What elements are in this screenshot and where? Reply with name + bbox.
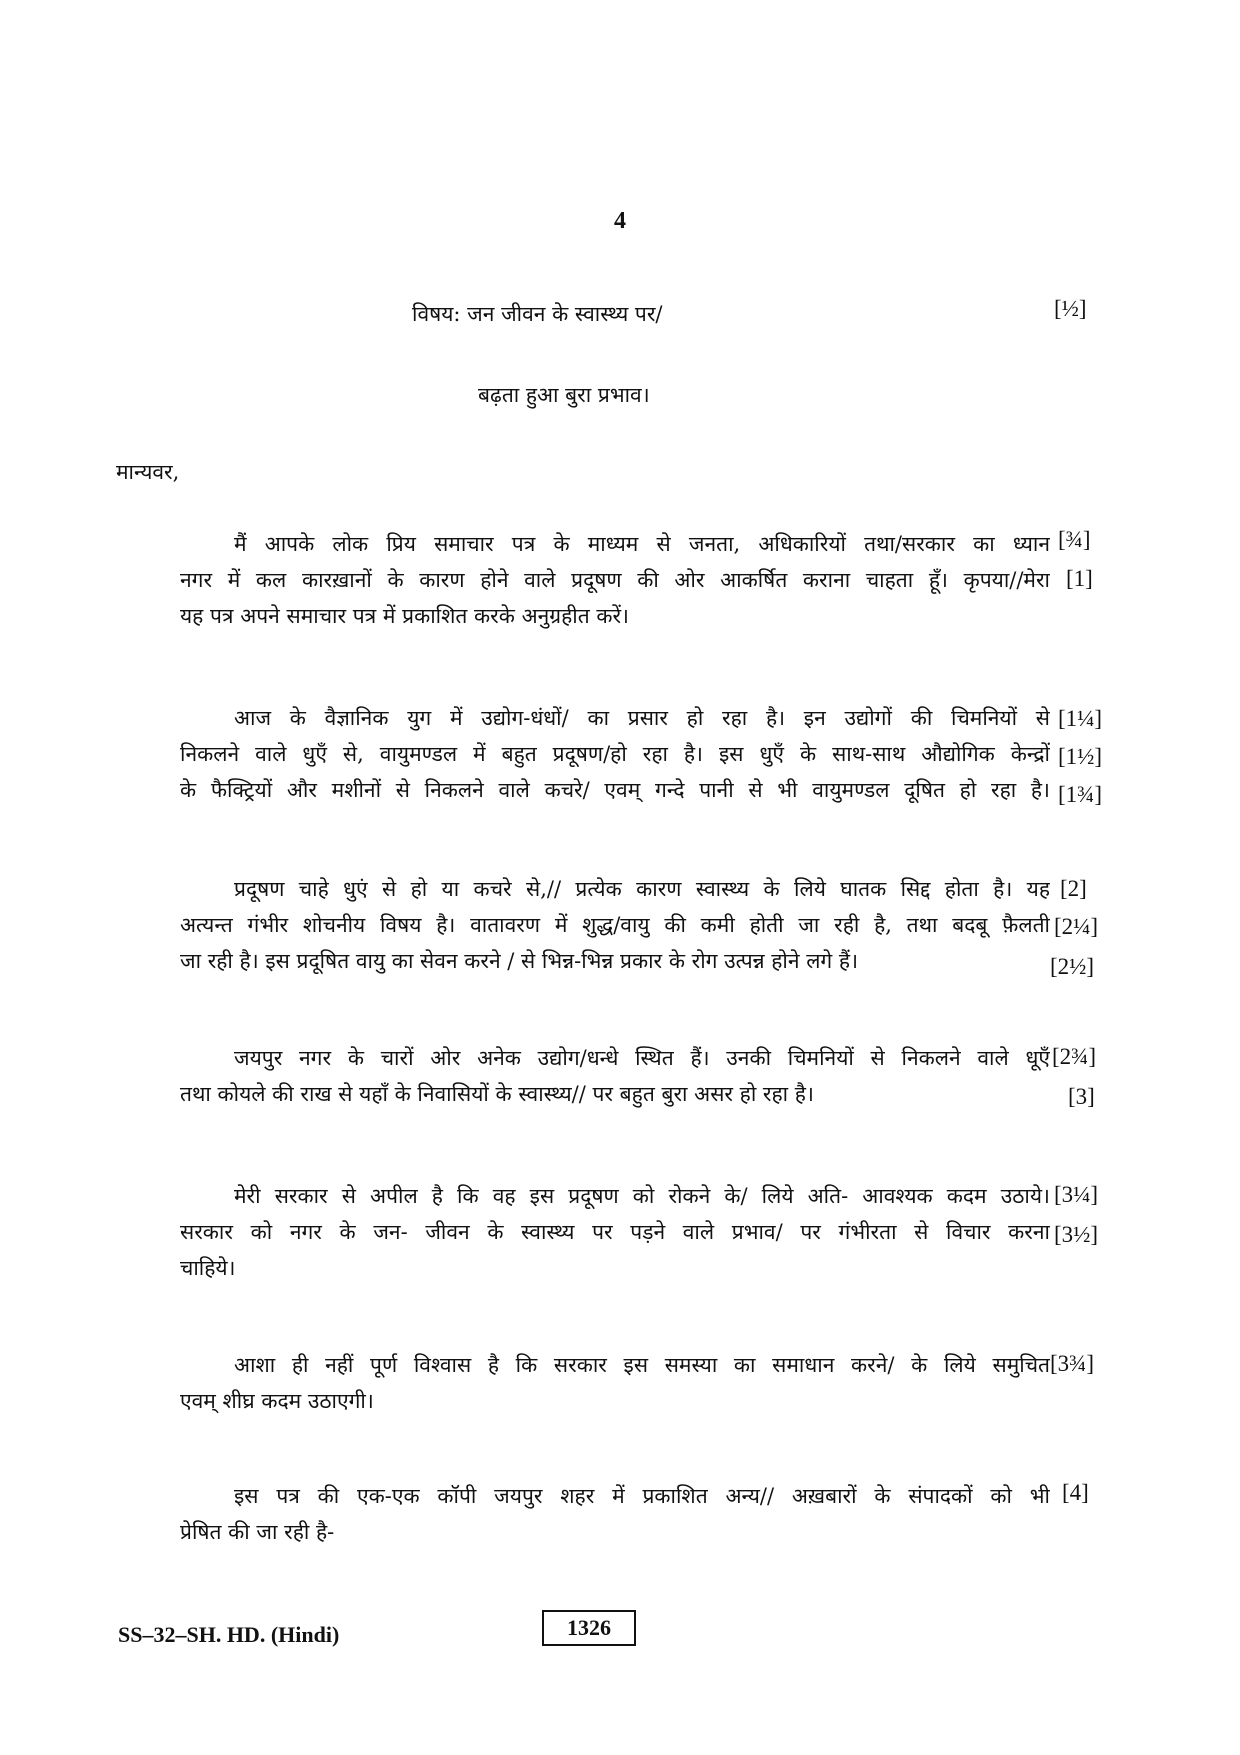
- paragraph-6: [180, 1347, 1050, 1419]
- paragraph-line: इस पत्र की एक-एक कॉपी जयपुर शहर में प्रकाशित अन्य// अख़बारों के संपादकों को भी: [234, 1484, 1050, 1508]
- mark-score: [2]: [1060, 876, 1087, 901]
- mark-score: [1¾]: [1058, 782, 1103, 807]
- paragraph-1: [180, 526, 1050, 634]
- paragraph-line: जा रही है। इस प्रदूषित वायु का सेवन करने / से भिन्न-भिन्न प्रकार के रोग उत्पन्न होने लगे हैं।: [180, 949, 859, 973]
- paragraph-line: आज के वैज्ञानिक युग में उद्योग-धंधों/ का प्रसार हो रहा है। इन उद्योगों की चिमनियों से: [234, 706, 1050, 730]
- mark-score: [3½]: [1054, 1222, 1099, 1247]
- paragraph-5: [180, 1178, 1050, 1286]
- mark-score: [3]: [1068, 1084, 1095, 1109]
- mark-score: [1¼]: [1058, 706, 1103, 731]
- footer-page-code: 1326: [542, 1610, 636, 1646]
- paragraph-line: चाहिये।: [180, 1256, 236, 1280]
- mark-score: [3¼]: [1054, 1182, 1099, 1207]
- mark-score: [1]: [1066, 566, 1093, 591]
- paragraph-3: [180, 871, 1050, 979]
- mark-score: [3¾]: [1050, 1351, 1095, 1376]
- page-number: 4: [614, 208, 626, 234]
- mark-score: [1½]: [1058, 744, 1103, 769]
- paragraph-line: सरकार को नगर के जन- जीवन के स्वास्थ्य पर पड़ने वाले प्रभाव/ पर गंभीरता से विचार करना: [180, 1220, 1050, 1244]
- subject-mark: [½]: [1054, 296, 1087, 321]
- subject-line: विषय: जन जीवन के स्वास्थ्य पर/: [412, 302, 663, 326]
- paragraph-line: मेरी सरकार से अपील है कि वह इस प्रदूषण को रोकने के/ लिये अति- आवश्यक कदम उठाये।: [234, 1184, 1050, 1208]
- mark-score: [2¾]: [1052, 1044, 1097, 1069]
- paragraph-line: के फैक्ट्रियों और मशीनों से निकलने वाले कचरे/ एवम् गन्दे पानी से भी वायुमण्डल दूषित हो रहा है।: [180, 778, 1050, 802]
- paragraph-line: मैं आपके लोक प्रिय समाचार पत्र के माध्यम से जनता, अधिकारियों तथा/सरकार का ध्यान: [234, 532, 1050, 556]
- paragraph-line: आशा ही नहीं पूर्ण विश्वास है कि सरकार इस समस्या का समाधान करने/ के लिये समुचित: [234, 1353, 1050, 1377]
- paragraph-line: प्रेषित की जा रही है-: [180, 1520, 335, 1544]
- salutation: मान्यवर,: [116, 460, 180, 484]
- paragraph-line: प्रदूषण चाहे धुएं से हो या कचरे से,// प्रत्येक कारण स्वास्थ्य के लिये घातक सिद्द होता है। यह: [234, 877, 1050, 901]
- paragraph-4: [180, 1040, 1050, 1112]
- paragraph-line: नगर में कल कारख़ानों के कारण होने वाले प्रदूषण की ओर आकर्षित कराना चाहता हूँ। कृपया//मेरा: [180, 568, 1050, 592]
- mark-score: [¾]: [1058, 527, 1091, 552]
- paragraph-line: निकलने वाले धुएँ से, वायुमण्डल में बहुत प्रदूषण/हो रहा है। इस धुएँ के साथ-साथ औद्योगिक केन्द्रों: [180, 742, 1050, 766]
- paragraph-line: तथा कोयले की राख से यहाँ के निवासियों के स्वास्थ्य// पर बहुत बुरा असर हो रहा है।: [180, 1082, 814, 1106]
- mark-score: [2¼]: [1054, 914, 1099, 939]
- paragraph-line: अत्यन्त गंभीर शोचनीय विषय है। वातावरण में शुद्ध/वायु की कमी होती जा रही है, तथा बदबू फ़ैलती: [180, 913, 1050, 937]
- mark-score: [2½]: [1050, 954, 1095, 979]
- subject-line-2: बढ़ता हुआ बुरा प्रभाव।: [478, 383, 650, 407]
- paragraph-7: [180, 1478, 1050, 1550]
- paragraph-line: एवम् शीघ्र कदम उठाएगी।: [180, 1389, 374, 1413]
- mark-score: [4]: [1062, 1480, 1089, 1505]
- paragraph-line: जयपुर नगर के चारों ओर अनेक उद्योग/धन्धे स्थित हैं। उनकी चिमनियों से निकलने वाले धूएँ: [234, 1046, 1050, 1070]
- footer-code: SS–32–SH. HD. (Hindi): [118, 1622, 340, 1647]
- paragraph-2: [180, 700, 1050, 808]
- paragraph-line: यह पत्र अपने समाचार पत्र में प्रकाशित करके अनुग्रहीत करें।: [180, 604, 630, 628]
